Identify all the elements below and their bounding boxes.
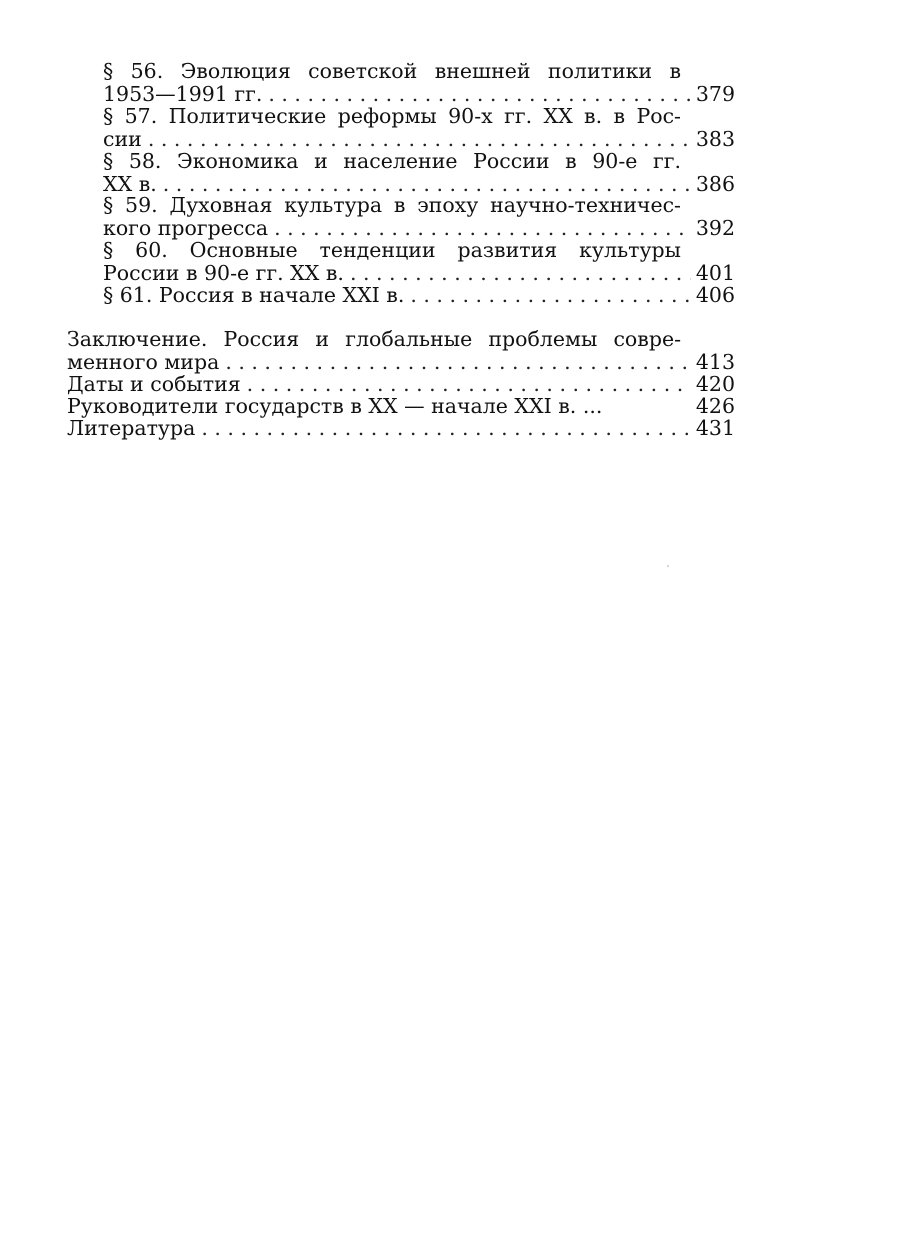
dot-leader [274,217,691,240]
toc-entry-line: менного мира [67,349,220,374]
page-number: 406 [695,283,735,307]
toc-entry-line: Заключение. Россия и глобальные проблемы совре- [67,327,681,351]
toc-entry-59[interactable] [103,194,735,239]
toc-entry-line: Литература [67,416,196,440]
toc-entry-56[interactable] [103,60,735,105]
toc-entry-line: § 57. Политические реформы 90-х гг. XX в. в Рос- [103,104,681,128]
toc-entry-state-leaders[interactable] [67,395,735,418]
toc-entry-line: § 60. Основные тенденции развития культуры [103,238,681,262]
toc-entry-line: § 56. Эволюция советской внешней политики в [103,59,681,83]
dot-leader [410,284,691,307]
dot-leader [247,373,691,396]
toc-entry-literature[interactable] [67,417,735,440]
page-number: 392 [695,215,735,240]
page-number: 420 [695,372,735,396]
toc-entry-line: § 59. Духовная культура в эпоху научно-техничес- [103,193,681,217]
toc-entry-60[interactable] [103,239,735,284]
scan-speck [667,565,669,567]
page-number: 413 [695,349,735,374]
toc-entry-57[interactable] [103,105,735,150]
page-number: 401 [695,260,735,285]
dot-leader [225,351,691,374]
toc-entry-line: § 61. Россия в начале XXI в. [103,283,405,307]
toc-entry-58[interactable] [103,150,735,195]
toc-entry-line: Руководители государств в XX — начале XXI в. ... [67,394,603,418]
dot-leader [201,417,691,440]
page-number: 386 [695,171,735,196]
page-number: 383 [695,126,735,151]
page-number: 379 [695,81,735,106]
dot-leader [350,262,691,285]
toc-entry-line: сии [103,126,142,151]
toc-entry-line: § 58. Экономика и население России в 90-е гг. [103,149,681,173]
page-number: 431 [695,416,735,440]
toc-entry-61[interactable] [103,284,735,307]
dot-leader [268,83,691,106]
page-number: 426 [695,394,735,418]
dot-leader [148,128,691,151]
toc-entry-line: кого прогресса [103,215,269,240]
toc-entry-line: XX в. [103,171,157,196]
toc-entry-line: 1953—1991 гг. [103,81,263,106]
toc-entry-line: России в 90-е гг. XX в. [103,260,344,285]
toc-entry-conclusion[interactable] [67,328,735,373]
toc-entry-dates-events[interactable] [67,373,735,396]
dot-leader [163,173,691,196]
toc-entry-line: Даты и события [67,372,241,396]
